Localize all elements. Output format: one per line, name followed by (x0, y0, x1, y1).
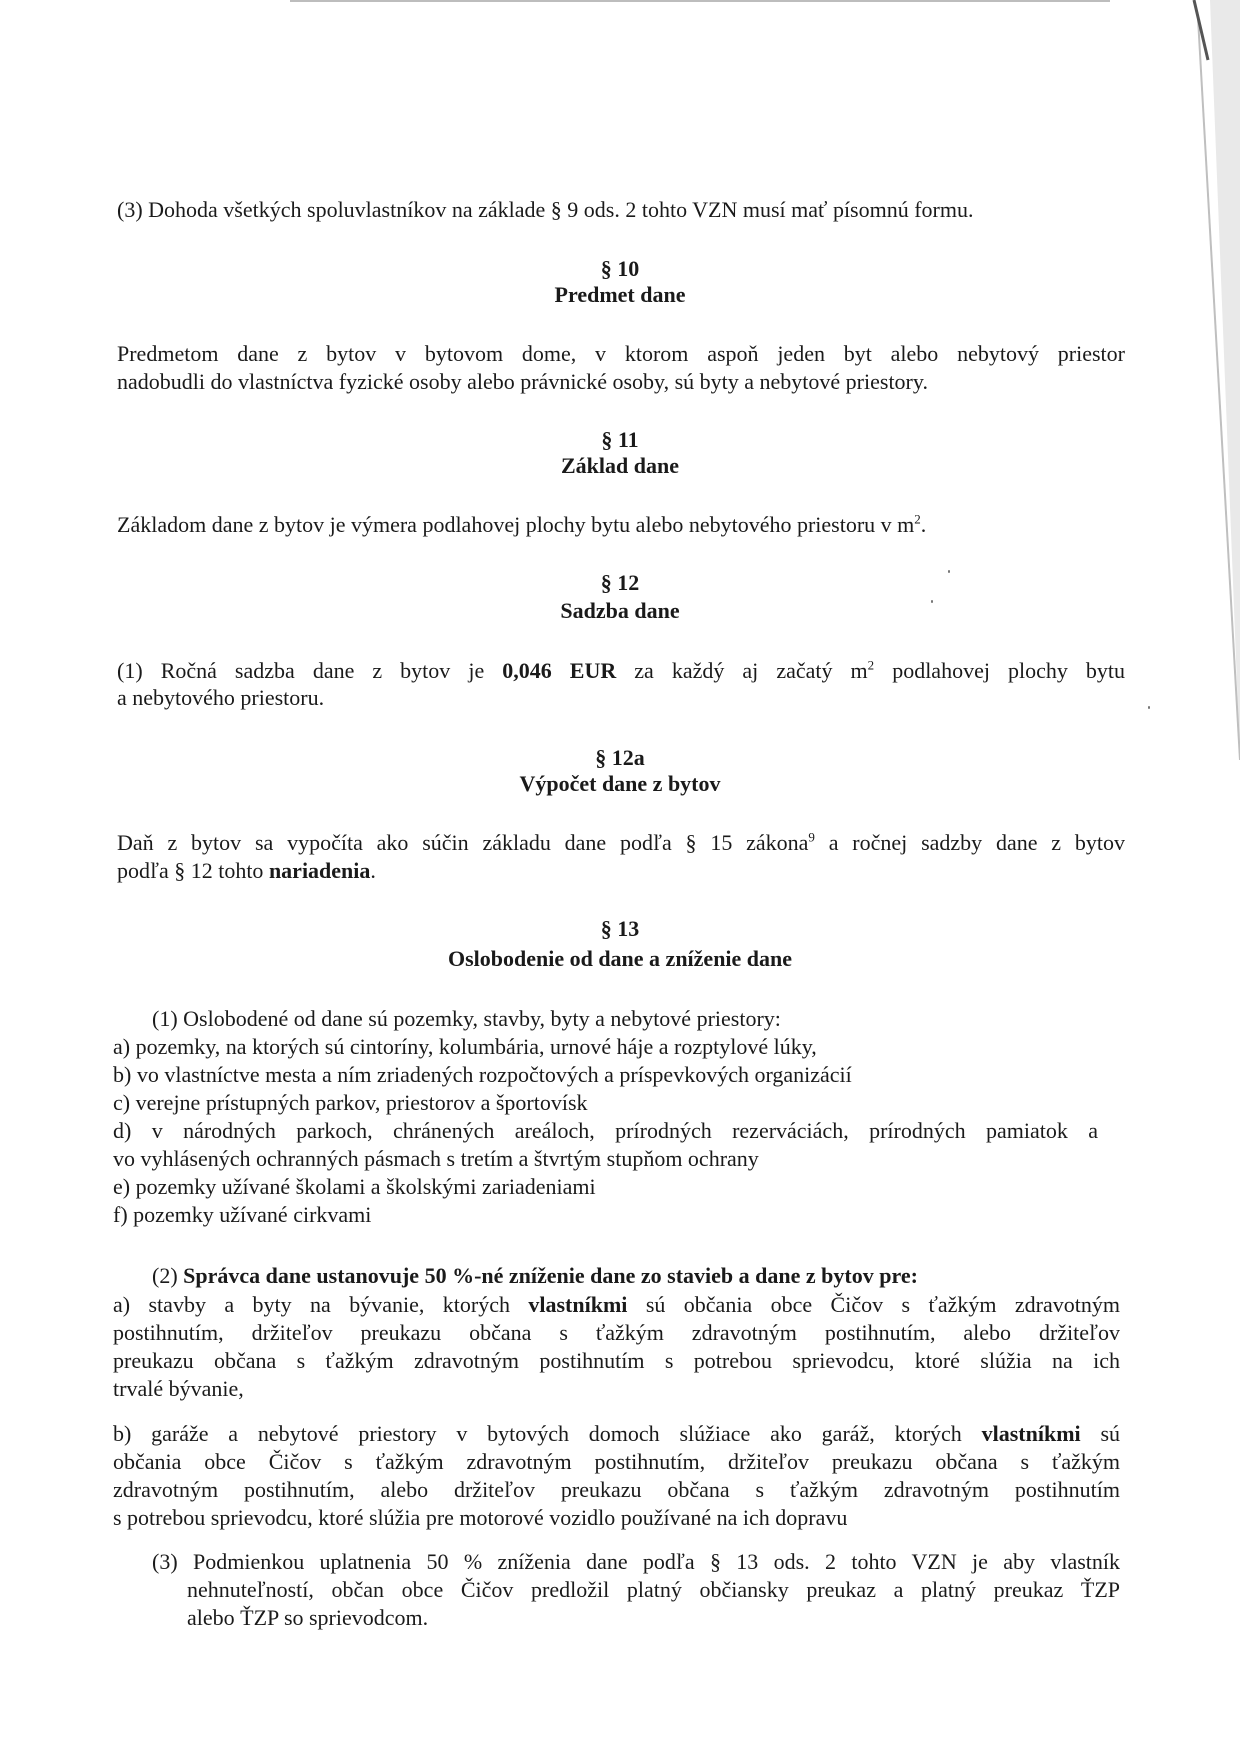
section-12a-title: Výpočet dane z bytov (519, 771, 721, 796)
section-13-p2-lead: (2) Správca dane ustanovuje 50 %-né zníženie dane zo stavieb a dane z bytov pre: (152, 1263, 918, 1288)
scan-top-edge (290, 0, 1110, 2)
section-13-p2-item-a: a) stavby a byty na bývanie, ktorých vlastníkmi sú občania obce Čičov s ťažkým zdravotným (113, 1292, 1120, 1317)
section-11-title: Základ dane (561, 453, 679, 478)
section-12-number: § 12 (600, 570, 640, 595)
section-11-number: § 11 (601, 427, 639, 452)
section-13-p1-lead: (1) Oslobodené od dane sú pozemky, stavby, byty a nebytové priestory: (152, 1006, 781, 1031)
section-13-p2-item-b: b) garáže a nebytové priestory v bytových domoch slúžiace ako garáž, ktorých vlastníkmi sú (113, 1421, 1121, 1446)
section-12a-text: podľa § 12 tohto nariadenia. (117, 858, 376, 883)
section-13-title: Oslobodenie od dane a zníženie dane (447, 946, 793, 971)
section-12-title: Sadzba dane (560, 598, 680, 623)
list-item: vo vyhlásených ochranných pásmach s tretím a štvrtým stupňom ochrany (113, 1146, 759, 1171)
section-13-p2-item-a: postihnutím, držiteľov preukazu občana s ťažkým zdravotným postihnutím, alebo držiteľov (113, 1320, 1120, 1345)
section-12a-number: § 12a (595, 745, 645, 770)
section-10-text: nadobudli do vlastníctva fyzické osoby alebo právnické osoby, sú byty a nebytové priestory. (117, 369, 928, 394)
section-13-p2-item-a: preukazu občana s ťažkým zdravotným postihnutím s potrebou sprievodcu, ktoré slúžia na ich (113, 1348, 1120, 1373)
list-item: e) pozemky užívané školami a školskými zariadeniami (113, 1174, 596, 1199)
section-11-text: Základom dane z bytov je výmera podlahovej plochy bytu alebo nebytového priestoru v $m^2$. (117, 511, 927, 537)
section-13-p3: nehnuteľností, občan obce Čičov predložil platný občiansky preukaz a platný preukaz ŤZP (187, 1577, 1120, 1602)
intro-line: (3) Dohoda všetkých spoluvlastníkov na základe § 9 ods. 2 tohto VZN musí mať písomnú formu. (117, 197, 974, 222)
section-12a-text: Daň z bytov sa vypočíta ako súčin základu dane podľa § 15 zákona$^9$ a ročnej sadzby dane z bytov (117, 829, 1125, 855)
list-item: f) pozemky užívané cirkvami (113, 1202, 372, 1227)
scan-page-fold (1090, 0, 1240, 760)
list-item: c) verejne prístupných parkov, priestorov a športovísk (113, 1090, 588, 1115)
scan-speck (1148, 706, 1150, 709)
section-13-p2-item-a: trvalé bývanie, (113, 1376, 244, 1401)
list-item: a) pozemky, na ktorých sú cintoríny, kolumbária, urnové háje a rozptylové lúky, (113, 1034, 817, 1059)
section-13-p3: (3) Podmienkou uplatnenia 50 % zníženia dane podľa § 13 ods. 2 tohto VZN je aby vlastník (152, 1549, 1120, 1574)
list-item: d) v národných parkoch, chránených areáloch, prírodných rezerváciách, prírodných pamiatok a (113, 1118, 1098, 1143)
section-13-p2-item-b: zdravotným postihnutím, alebo držiteľov preukazu občana s ťažkým zdravotným postihnutím (113, 1477, 1120, 1502)
section-12-text: (1) Ročná sadzba dane z bytov je 0,046 EUR za každý aj začatý $m^2$ podlahovej plochy bytu (117, 657, 1126, 683)
section-13-p2-item-b: občania obce Čičov s ťažkým zdravotným postihnutím, držiteľov preukazu občana s ťažkým (113, 1449, 1120, 1474)
section-10-text: Predmetom dane z bytov v bytovom dome, v ktorom aspoň jeden byt alebo nebytový priestor (117, 341, 1125, 366)
section-12-text: a nebytového priestoru. (117, 685, 325, 710)
section-10-number: § 10 (600, 256, 640, 281)
section-13-p2-item-b: s potrebou sprievodcu, ktoré slúžia pre motorové vozidlo používané na ich dopravu (113, 1505, 848, 1530)
section-13-number: § 13 (600, 916, 640, 941)
section-13-p3: alebo ŤZP so sprievodcom. (187, 1605, 429, 1630)
section-10-title: Predmet dane (554, 282, 686, 307)
list-item: b) vo vlastníctve mesta a ním zriadených rozpočtových a príspevkových organizácií (113, 1062, 852, 1087)
